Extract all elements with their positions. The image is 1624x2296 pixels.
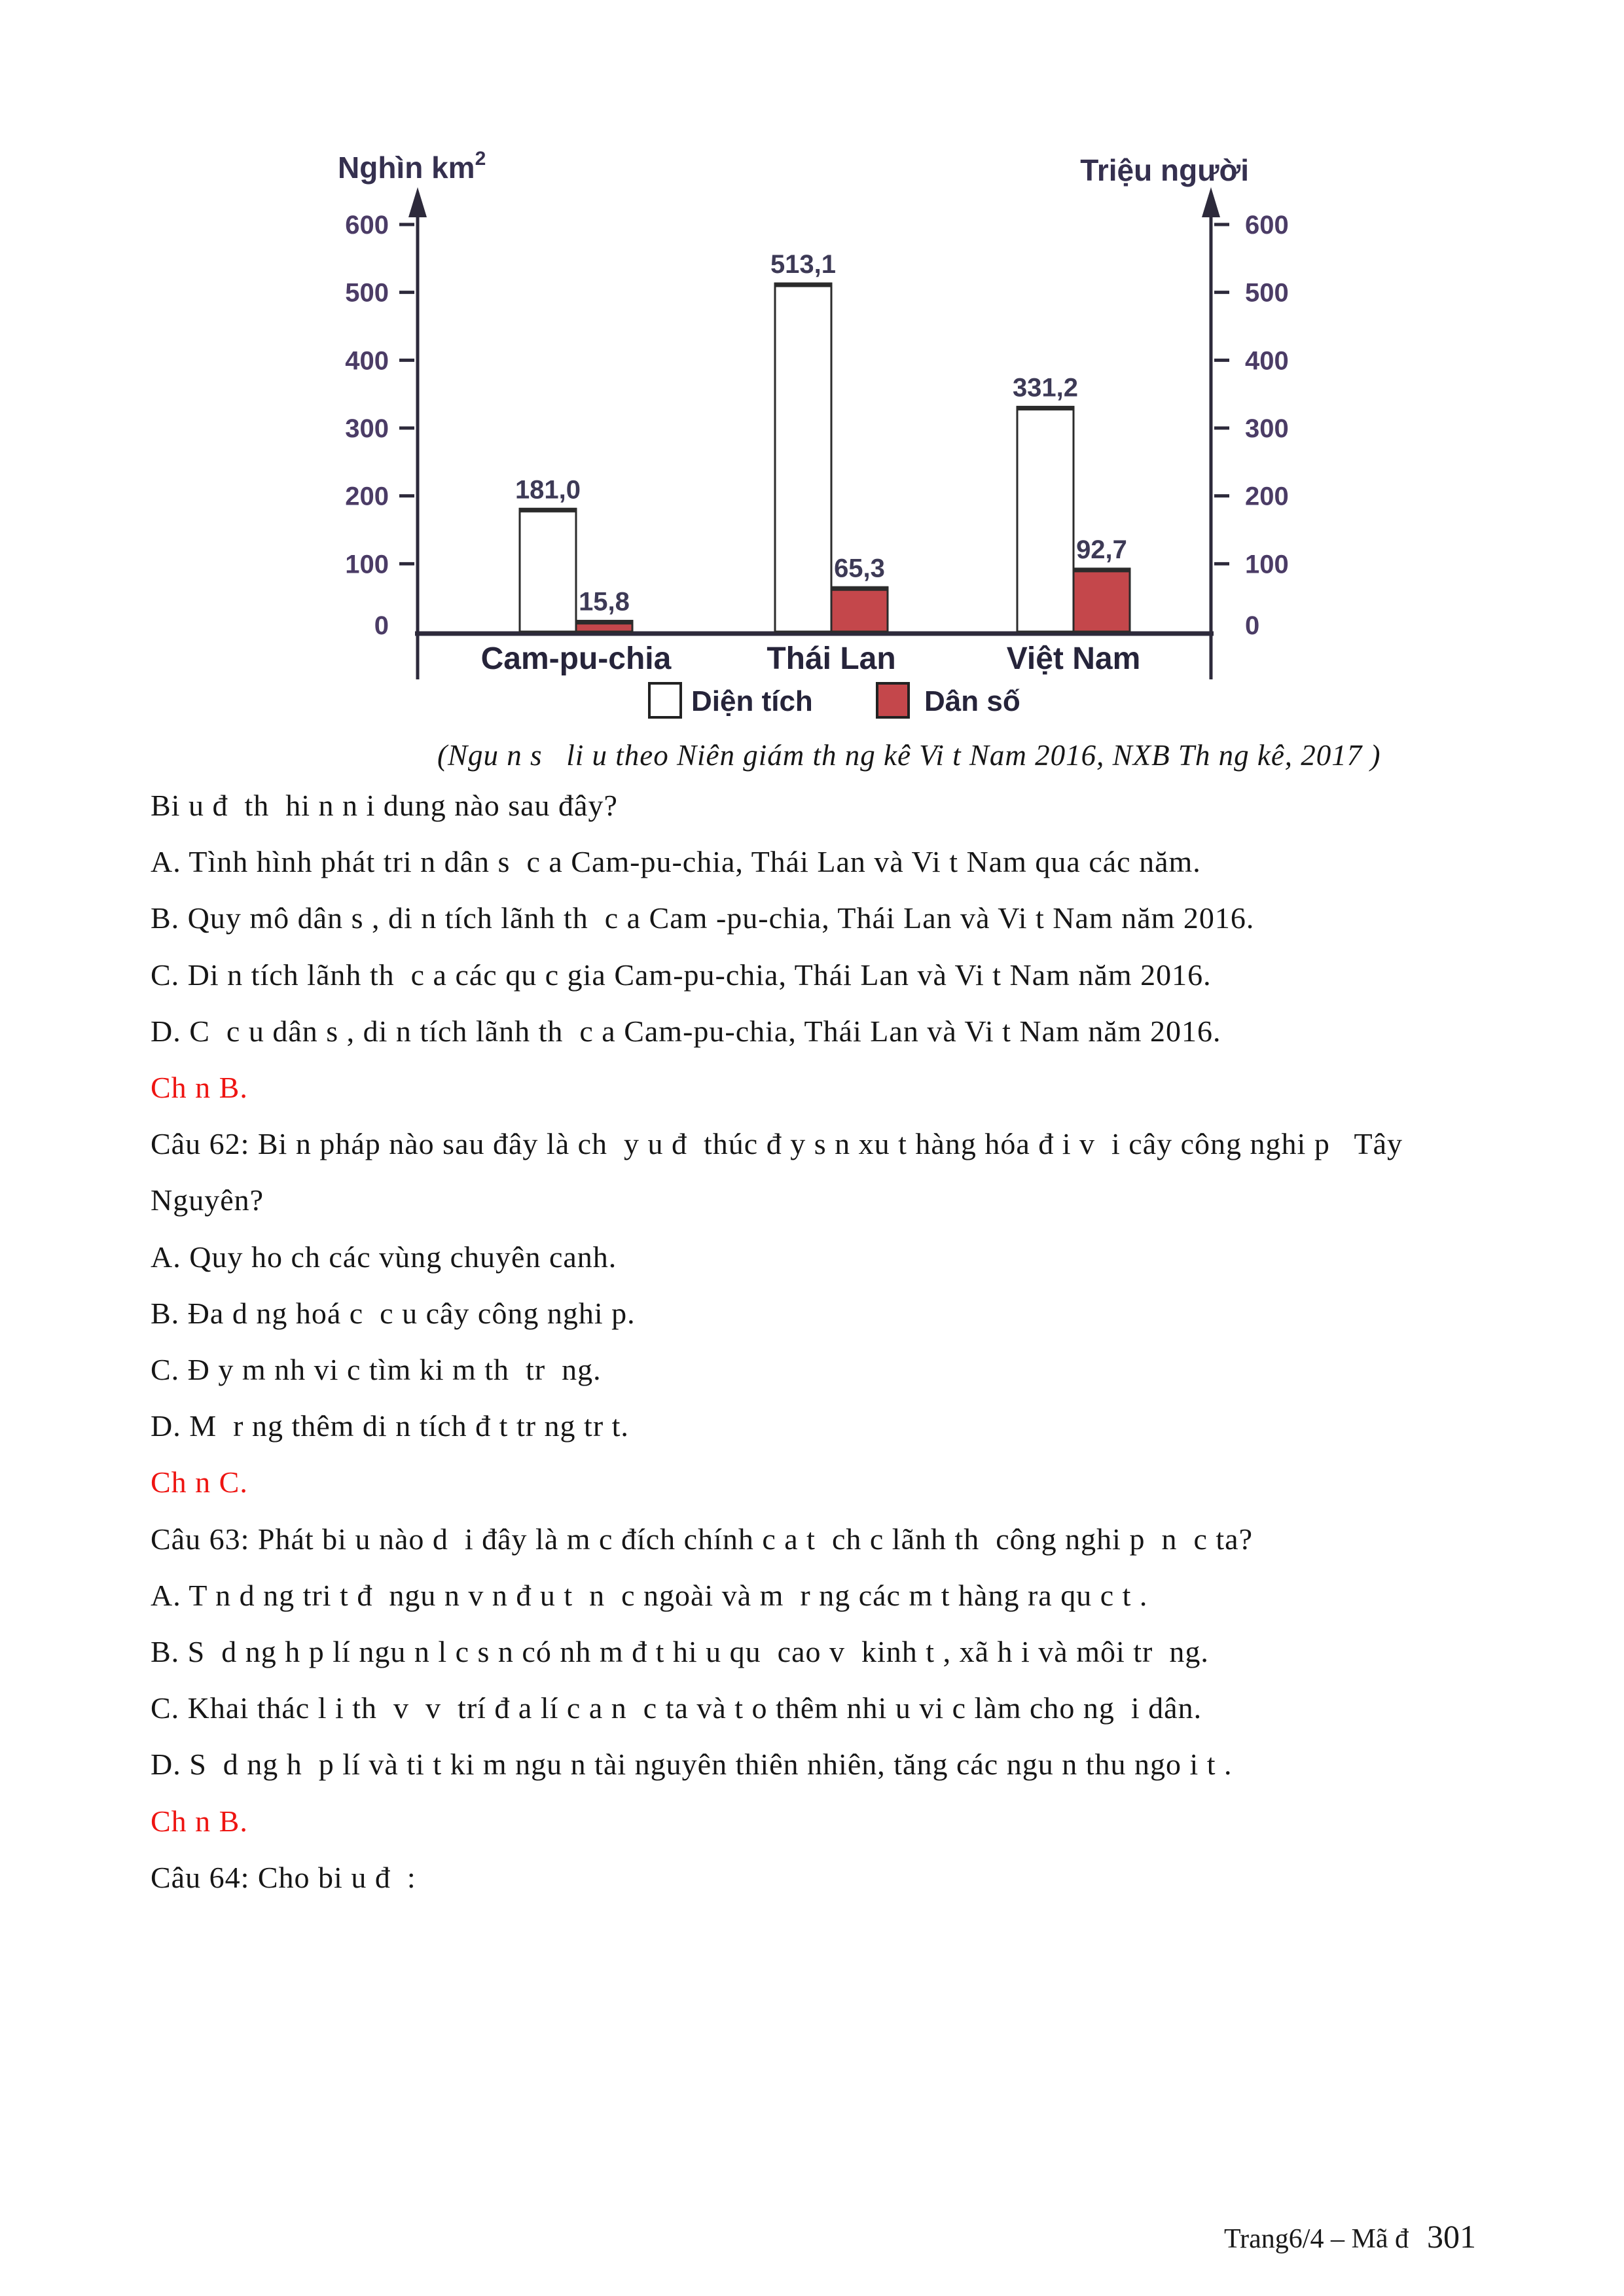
- line-question: Câu 63: Phát bi u nào d i đây là m c đích chính c a t ch c lãnh th công nghi p n c ta?: [151, 1522, 1253, 1556]
- page-footer: [1224, 2217, 1476, 2255]
- right-axis-tick-label: 600: [1245, 211, 1289, 240]
- right-axis-tick-label: 200: [1245, 482, 1289, 511]
- category-label-viet-nam: Việt Nam: [1006, 641, 1141, 676]
- left-axis-tick-label: 200: [345, 482, 389, 511]
- line-option: D. S d ng h p lí và ti t ki m ngu n tài nguyên thiên nhiên, tăng các ngu n thu ngo i t .: [151, 1748, 1233, 1781]
- left-axis-tick-label: 100: [345, 550, 389, 579]
- category-label-cam-pu-chia: Cam-pu-chia: [480, 641, 672, 676]
- line-option: A. T n d ng tri t đ ngu n v n đ u t n c ngoài và m r ng các m t hàng ra qu c t .: [151, 1579, 1148, 1612]
- value-label-dien-tich-thai-lan: 513,1: [770, 250, 837, 279]
- line-question: Câu 62: Bi n pháp nào sau đây là ch y u đ thúc đ y s n xu t hàng hóa đ i v i cây công nghi p Tây: [151, 1127, 1403, 1160]
- line-option: D. M r ng thêm di n tích đ t tr ng tr t.: [151, 1409, 629, 1443]
- line-answer: Ch n B.: [151, 1071, 248, 1104]
- line-option: A. Quy ho ch các vùng chuyên canh.: [151, 1240, 617, 1274]
- legend-swatch-dien-tich: [649, 683, 681, 717]
- left-axis-tick-label: 500: [345, 278, 389, 308]
- line-option: C. Đ y m nh vi c tìm ki m th tr ng.: [151, 1353, 602, 1386]
- bar-dien-tich-cam-pu-chia: [520, 509, 576, 632]
- left-axis-title: Nghìn $km^2$: [338, 148, 486, 185]
- line-question: Nguyên?: [151, 1183, 264, 1217]
- value-label-dan-so-thai-lan: 65,3: [834, 554, 885, 583]
- dual-axis-bar-chart: [0, 0, 1624, 792]
- footer-exam-code: 301: [1426, 2218, 1476, 2255]
- line-question: Câu 64: Cho bi u đ :: [151, 1861, 416, 1894]
- value-label-dien-tich-viet-nam: 331,2: [1012, 373, 1079, 403]
- line-option: A. Tình hình phát tri n dân s c a Cam-pu-chia, Thái Lan và Vi t Nam qua các năm.: [151, 845, 1201, 878]
- right-axis-title: Triệu người: [1080, 153, 1249, 187]
- right-axis-tick-label: 0: [1245, 611, 1260, 640]
- left-axis-tick-label: 300: [345, 414, 389, 443]
- left-axis-tick-label: 400: [345, 346, 389, 376]
- right-axis-tick-label: 300: [1245, 414, 1289, 443]
- value-label-dan-so-cam-pu-chia: 15,8: [579, 587, 630, 617]
- right-axis-tick-label: 500: [1245, 278, 1289, 308]
- line-option: B. Đa d ng hoá c c u cây công nghi p.: [151, 1297, 636, 1330]
- legend-label-dien-tich: Diện tích: [691, 685, 813, 717]
- bar-dien-tich-thai-lan: [775, 283, 831, 632]
- category-label-thai-lan: Thái Lan: [767, 641, 896, 676]
- line-answer: Ch n C.: [151, 1465, 248, 1499]
- line-option: C. Di n tích lãnh th c a các qu c gia Cam-pu-chia, Thái Lan và Vi t Nam năm 2016.: [151, 958, 1212, 992]
- bar-dan-so-viet-nam: [1074, 569, 1130, 632]
- line-option: C. Khai thác l i th v v trí đ a lí c a n c ta và t o thêm nhi u vi c làm cho ng i dân.: [151, 1691, 1202, 1725]
- value-label-dan-so-viet-nam: 92,7: [1076, 535, 1127, 564]
- right-axis-tick-label: 100: [1245, 550, 1289, 579]
- line-option: B. Quy mô dân s , di n tích lãnh th c a Cam -pu-chia, Thái Lan và Vi t Nam năm 2016.: [151, 901, 1255, 935]
- bar-dien-tich-viet-nam: [1017, 407, 1074, 632]
- line-answer: Ch n B.: [151, 1804, 248, 1838]
- line-option: D. C c u dân s , di n tích lãnh th c a Cam-pu-chia, Thái Lan và Vi t Nam năm 2016.: [151, 1014, 1221, 1048]
- right-axis-tick-label: 400: [1245, 346, 1289, 376]
- left-axis-arrow-icon: [408, 187, 427, 217]
- footer-page-label: Trang6/4 – Mã đ: [1224, 2224, 1409, 2254]
- line-option: B. S d ng h p lí ngu n l c s n có nh m đ t hi u qu cao v kinh t , xã h i và môi tr ng.: [151, 1635, 1209, 1668]
- left-axis-tick-label: 600: [345, 211, 389, 240]
- chart-source-note: (Ngu n s li u theo Niên giám th ng kê Vi t Nam 2016, NXB Th ng kê, 2017 ): [437, 739, 1381, 772]
- line-stem: Bi u đ th hi n n i dung nào sau đây?: [151, 789, 618, 822]
- legend-swatch-dan-so: [877, 683, 909, 717]
- bar-dan-so-thai-lan: [831, 587, 888, 632]
- legend-label-dan-so: Dân số: [924, 685, 1020, 717]
- right-axis-arrow-icon: [1202, 187, 1220, 217]
- value-label-dien-tich-cam-pu-chia: 181,0: [514, 475, 581, 505]
- left-axis-tick-label: 0: [374, 611, 389, 640]
